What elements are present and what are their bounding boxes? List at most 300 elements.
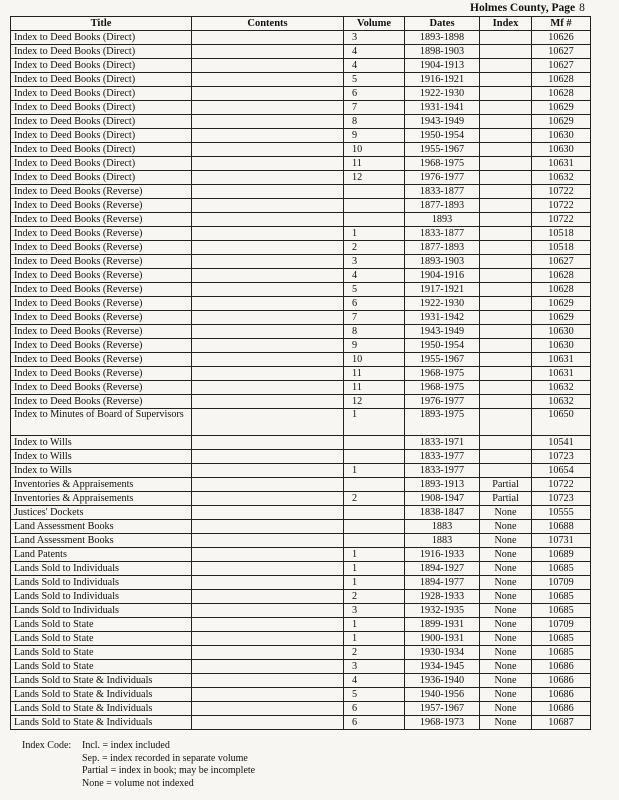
- cell-contents: [192, 520, 344, 534]
- cell-index: None: [480, 688, 532, 702]
- cell-title: Inventories & Appraisements: [11, 492, 192, 506]
- cell-dates: 1968-1973: [405, 716, 480, 730]
- cell-index: [480, 311, 532, 325]
- cell-dates: 1898-1903: [405, 45, 480, 59]
- table-row: [11, 590, 591, 604]
- cell-mf: 10686: [532, 688, 591, 702]
- column-header-dates: Dates: [405, 17, 480, 31]
- cell-dates: 1893-1975: [405, 409, 480, 436]
- cell-dates: 1899-1931: [405, 618, 480, 632]
- cell-volume: 8: [344, 325, 405, 339]
- cell-mf: 10627: [532, 59, 591, 73]
- cell-title: Lands Sold to Individuals: [11, 590, 192, 604]
- cell-contents: [192, 381, 344, 395]
- cell-title: Index to Deed Books (Reverse): [11, 185, 192, 199]
- cell-title: Index to Deed Books (Reverse): [11, 381, 192, 395]
- cell-index: [480, 339, 532, 353]
- cell-mf: 10731: [532, 534, 591, 548]
- cell-contents: [192, 702, 344, 716]
- cell-dates: 1950-1954: [405, 129, 480, 143]
- cell-mf: 10685: [532, 590, 591, 604]
- cell-title: Lands Sold to State & Individuals: [11, 716, 192, 730]
- cell-mf: 10722: [532, 213, 591, 227]
- cell-volume: [344, 520, 405, 534]
- cell-title: Index to Deed Books (Direct): [11, 171, 192, 185]
- cell-title: Lands Sold to State: [11, 618, 192, 632]
- cell-dates: 1931-1941: [405, 101, 480, 115]
- cell-volume: 11: [344, 381, 405, 395]
- cell-index: None: [480, 534, 532, 548]
- cell-index: [480, 241, 532, 255]
- cell-title: Index to Deed Books (Direct): [11, 143, 192, 157]
- cell-contents: [192, 506, 344, 520]
- cell-title: Lands Sold to Individuals: [11, 562, 192, 576]
- cell-mf: 10629: [532, 115, 591, 129]
- cell-mf: 10630: [532, 339, 591, 353]
- cell-index: Partial: [480, 492, 532, 506]
- cell-index: None: [480, 674, 532, 688]
- table-row: [11, 450, 591, 464]
- cell-mf: 10685: [532, 562, 591, 576]
- cell-volume: 12: [344, 171, 405, 185]
- cell-mf: 10689: [532, 548, 591, 562]
- cell-dates: 1833-1977: [405, 450, 480, 464]
- cell-contents: [192, 409, 344, 436]
- cell-mf: 10626: [532, 31, 591, 45]
- cell-contents: [192, 716, 344, 730]
- cell-dates: 1922-1930: [405, 297, 480, 311]
- table-row: [11, 269, 591, 283]
- cell-volume: [344, 478, 405, 492]
- column-header-title: Title: [11, 17, 192, 31]
- cell-dates: 1928-1933: [405, 590, 480, 604]
- cell-title: Index to Deed Books (Reverse): [11, 339, 192, 353]
- cell-dates: 1957-1967: [405, 702, 480, 716]
- cell-volume: 10: [344, 353, 405, 367]
- table-row: [11, 464, 591, 478]
- cell-volume: [344, 199, 405, 213]
- cell-title: Index to Deed Books (Reverse): [11, 241, 192, 255]
- cell-index: [480, 436, 532, 450]
- cell-title: Index to Deed Books (Direct): [11, 45, 192, 59]
- cell-title: Index to Deed Books (Reverse): [11, 311, 192, 325]
- cell-volume: 8: [344, 115, 405, 129]
- table-row: [11, 660, 591, 674]
- cell-contents: [192, 73, 344, 87]
- table-row: [11, 436, 591, 450]
- cell-contents: [192, 562, 344, 576]
- table-row: [11, 562, 591, 576]
- cell-index: None: [480, 618, 532, 632]
- cell-dates: 1968-1975: [405, 367, 480, 381]
- cell-contents: [192, 478, 344, 492]
- cell-volume: 2: [344, 241, 405, 255]
- cell-index: [480, 45, 532, 59]
- cell-dates: 1894-1977: [405, 576, 480, 590]
- cell-contents: [192, 115, 344, 129]
- cell-contents: [192, 157, 344, 171]
- cell-index: [480, 255, 532, 269]
- cell-volume: [344, 506, 405, 520]
- legend-items: [82, 740, 255, 790]
- cell-mf: 10630: [532, 143, 591, 157]
- cell-contents: [192, 604, 344, 618]
- table-row: [11, 353, 591, 367]
- cell-volume: 2: [344, 590, 405, 604]
- cell-title: Land Assessment Books: [11, 520, 192, 534]
- table-row: [11, 157, 591, 171]
- cell-volume: 5: [344, 688, 405, 702]
- cell-volume: 1: [344, 562, 405, 576]
- cell-contents: [192, 576, 344, 590]
- cell-index: [480, 129, 532, 143]
- cell-mf: 10631: [532, 157, 591, 171]
- cell-index: [480, 157, 532, 171]
- cell-dates: 1908-1947: [405, 492, 480, 506]
- table-row: [11, 171, 591, 185]
- cell-mf: 10686: [532, 660, 591, 674]
- table-row: [11, 367, 591, 381]
- cell-index: [480, 367, 532, 381]
- cell-title: Lands Sold to State: [11, 646, 192, 660]
- cell-index: [480, 199, 532, 213]
- table-row: [11, 381, 591, 395]
- cell-volume: 1: [344, 632, 405, 646]
- cell-title: Index to Deed Books (Reverse): [11, 395, 192, 409]
- table-row: [11, 674, 591, 688]
- cell-volume: 7: [344, 311, 405, 325]
- cell-dates: 1943-1949: [405, 115, 480, 129]
- cell-volume: 3: [344, 604, 405, 618]
- cell-mf: 10630: [532, 129, 591, 143]
- column-header-volume: Volume: [344, 17, 405, 31]
- cell-dates: 1833-1971: [405, 436, 480, 450]
- cell-mf: 10687: [532, 716, 591, 730]
- cell-mf: 10688: [532, 520, 591, 534]
- cell-index: [480, 325, 532, 339]
- cell-mf: 10686: [532, 674, 591, 688]
- cell-contents: [192, 436, 344, 450]
- cell-contents: [192, 59, 344, 73]
- column-header-index: Index: [480, 17, 532, 31]
- cell-mf: 10629: [532, 311, 591, 325]
- cell-volume: [344, 213, 405, 227]
- table-row: [11, 688, 591, 702]
- cell-volume: [344, 436, 405, 450]
- cell-title: Land Patents: [11, 548, 192, 562]
- cell-contents: [192, 199, 344, 213]
- cell-contents: [192, 101, 344, 115]
- table-row: [11, 143, 591, 157]
- cell-title: Index to Deed Books (Direct): [11, 59, 192, 73]
- cell-contents: [192, 450, 344, 464]
- cell-mf: 10685: [532, 632, 591, 646]
- cell-title: Index to Deed Books (Direct): [11, 31, 192, 45]
- cell-volume: 1: [344, 548, 405, 562]
- cell-dates: 1877-1893: [405, 241, 480, 255]
- cell-index: None: [480, 632, 532, 646]
- cell-mf: 10627: [532, 45, 591, 59]
- cell-title: Lands Sold to Individuals: [11, 604, 192, 618]
- cell-dates: 1932-1935: [405, 604, 480, 618]
- cell-dates: 1833-1877: [405, 185, 480, 199]
- cell-title: Index to Deed Books (Reverse): [11, 283, 192, 297]
- legend-item: Incl. = index included: [82, 740, 170, 751]
- cell-mf: 10722: [532, 199, 591, 213]
- cell-index: None: [480, 548, 532, 562]
- cell-index: [480, 381, 532, 395]
- cell-mf: 10654: [532, 464, 591, 478]
- cell-dates: 1931-1942: [405, 311, 480, 325]
- cell-mf: 10722: [532, 478, 591, 492]
- cell-volume: 1: [344, 227, 405, 241]
- cell-dates: 1877-1893: [405, 199, 480, 213]
- cell-contents: [192, 297, 344, 311]
- cell-volume: 11: [344, 367, 405, 381]
- cell-dates: 1883: [405, 520, 480, 534]
- cell-contents: [192, 255, 344, 269]
- cell-title: Index to Deed Books (Reverse): [11, 213, 192, 227]
- cell-dates: 1976-1977: [405, 171, 480, 185]
- cell-index: [480, 409, 532, 436]
- cell-index: [480, 73, 532, 87]
- cell-volume: 1: [344, 409, 405, 436]
- cell-contents: [192, 325, 344, 339]
- cell-index: None: [480, 660, 532, 674]
- legend-item: Partial = index in book; may be incomplete: [82, 765, 256, 776]
- cell-index: None: [480, 562, 532, 576]
- table-row: [11, 506, 591, 520]
- cell-index: [480, 297, 532, 311]
- cell-contents: [192, 283, 344, 297]
- cell-title: Index to Deed Books (Direct): [11, 115, 192, 129]
- cell-dates: 1922-1930: [405, 87, 480, 101]
- cell-volume: 5: [344, 283, 405, 297]
- cell-dates: 1893-1898: [405, 31, 480, 45]
- cell-index: [480, 115, 532, 129]
- cell-volume: [344, 450, 405, 464]
- cell-dates: 1904-1913: [405, 59, 480, 73]
- cell-mf: 10709: [532, 576, 591, 590]
- cell-contents: [192, 339, 344, 353]
- cell-volume: 11: [344, 157, 405, 171]
- cell-title: Index to Deed Books (Direct): [11, 87, 192, 101]
- page-header: [470, 2, 585, 14]
- cell-mf: 10555: [532, 506, 591, 520]
- cell-mf: 10628: [532, 87, 591, 101]
- cell-index: None: [480, 590, 532, 604]
- cell-contents: [192, 241, 344, 255]
- cell-dates: 1917-1921: [405, 283, 480, 297]
- cell-volume: 9: [344, 129, 405, 143]
- table-row: [11, 213, 591, 227]
- cell-volume: 2: [344, 646, 405, 660]
- cell-volume: 3: [344, 660, 405, 674]
- cell-volume: 9: [344, 339, 405, 353]
- cell-mf: 10629: [532, 297, 591, 311]
- cell-volume: [344, 534, 405, 548]
- cell-title: Index to Deed Books (Reverse): [11, 353, 192, 367]
- cell-dates: 1936-1940: [405, 674, 480, 688]
- cell-mf: 10630: [532, 325, 591, 339]
- table-row: [11, 227, 591, 241]
- cell-volume: 4: [344, 45, 405, 59]
- column-header-mf: Mf #: [532, 17, 591, 31]
- cell-volume: 1: [344, 618, 405, 632]
- cell-title: Index to Wills: [11, 450, 192, 464]
- cell-index: [480, 171, 532, 185]
- cell-title: Index to Deed Books (Reverse): [11, 297, 192, 311]
- cell-mf: 10632: [532, 171, 591, 185]
- cell-title: Index to Deed Books (Reverse): [11, 325, 192, 339]
- cell-index: [480, 269, 532, 283]
- cell-title: Land Assessment Books: [11, 534, 192, 548]
- table-row: [11, 618, 591, 632]
- cell-dates: 1833-1977: [405, 464, 480, 478]
- cell-contents: [192, 87, 344, 101]
- table-row: [11, 646, 591, 660]
- cell-index: [480, 31, 532, 45]
- cell-contents: [192, 674, 344, 688]
- cell-mf: 10631: [532, 353, 591, 367]
- cell-dates: 1930-1934: [405, 646, 480, 660]
- cell-mf: 10650: [532, 409, 591, 436]
- table-row: [11, 129, 591, 143]
- table-row: [11, 297, 591, 311]
- cell-mf: 10685: [532, 604, 591, 618]
- cell-title: Index to Wills: [11, 464, 192, 478]
- cell-mf: 10631: [532, 367, 591, 381]
- cell-mf: 10632: [532, 381, 591, 395]
- cell-volume: 1: [344, 464, 405, 478]
- cell-index: [480, 143, 532, 157]
- cell-title: Lands Sold to State & Individuals: [11, 688, 192, 702]
- cell-index: [480, 464, 532, 478]
- cell-contents: [192, 45, 344, 59]
- cell-index: [480, 227, 532, 241]
- cell-dates: 1968-1975: [405, 157, 480, 171]
- cell-contents: [192, 213, 344, 227]
- cell-title: Index to Deed Books (Reverse): [11, 199, 192, 213]
- cell-mf: 10628: [532, 283, 591, 297]
- table-row: [11, 185, 591, 199]
- cell-mf: 10723: [532, 450, 591, 464]
- cell-title: Inventories & Appraisements: [11, 478, 192, 492]
- cell-title: Index to Deed Books (Reverse): [11, 367, 192, 381]
- cell-dates: 1893: [405, 213, 480, 227]
- cell-contents: [192, 395, 344, 409]
- table-row: [11, 478, 591, 492]
- cell-contents: [192, 31, 344, 45]
- cell-title: Lands Sold to Individuals: [11, 576, 192, 590]
- cell-title: Index to Deed Books (Direct): [11, 101, 192, 115]
- cell-contents: [192, 618, 344, 632]
- cell-mf: 10632: [532, 395, 591, 409]
- cell-title: Index to Deed Books (Reverse): [11, 269, 192, 283]
- table-row: [11, 576, 591, 590]
- table-row: [11, 520, 591, 534]
- table-row: [11, 409, 591, 436]
- table-row: [11, 339, 591, 353]
- table-row: [11, 31, 591, 45]
- table-row: [11, 311, 591, 325]
- cell-contents: [192, 129, 344, 143]
- cell-dates: 1883: [405, 534, 480, 548]
- cell-index: [480, 450, 532, 464]
- cell-mf: 10518: [532, 241, 591, 255]
- cell-mf: 10628: [532, 269, 591, 283]
- cell-dates: 1943-1949: [405, 325, 480, 339]
- table-row: [11, 255, 591, 269]
- cell-title: Index to Deed Books (Direct): [11, 129, 192, 143]
- table-row: [11, 59, 591, 73]
- cell-title: Index to Wills: [11, 436, 192, 450]
- cell-title: Index to Minutes of Board of Supervisors: [11, 409, 192, 436]
- table-row: [11, 45, 591, 59]
- cell-title: Index to Deed Books (Direct): [11, 157, 192, 171]
- cell-dates: 1955-1967: [405, 143, 480, 157]
- cell-volume: 3: [344, 255, 405, 269]
- page-number: 8: [579, 2, 585, 14]
- cell-dates: 1838-1847: [405, 506, 480, 520]
- cell-index: [480, 101, 532, 115]
- cell-dates: 1904-1916: [405, 269, 480, 283]
- cell-volume: 6: [344, 87, 405, 101]
- cell-index: None: [480, 702, 532, 716]
- cell-title: Index to Deed Books (Direct): [11, 73, 192, 87]
- cell-dates: 1934-1945: [405, 660, 480, 674]
- cell-contents: [192, 353, 344, 367]
- cell-title: Lands Sold to State & Individuals: [11, 702, 192, 716]
- cell-contents: [192, 311, 344, 325]
- cell-volume: 6: [344, 716, 405, 730]
- cell-index: None: [480, 716, 532, 730]
- table-row: [11, 548, 591, 562]
- cell-dates: 1968-1975: [405, 381, 480, 395]
- cell-dates: 1916-1921: [405, 73, 480, 87]
- cell-index: None: [480, 520, 532, 534]
- table-row: [11, 283, 591, 297]
- table-row: [11, 632, 591, 646]
- table-row: [11, 115, 591, 129]
- cell-volume: 4: [344, 59, 405, 73]
- cell-contents: [192, 646, 344, 660]
- cell-dates: 1940-1956: [405, 688, 480, 702]
- cell-mf: 10709: [532, 618, 591, 632]
- cell-title: Justices' Dockets: [11, 506, 192, 520]
- cell-contents: [192, 548, 344, 562]
- cell-dates: 1916-1933: [405, 548, 480, 562]
- cell-title: Lands Sold to State: [11, 660, 192, 674]
- cell-mf: 10541: [532, 436, 591, 450]
- table-row: [11, 395, 591, 409]
- table-row: [11, 101, 591, 115]
- table-row: [11, 87, 591, 101]
- table-header-row: [11, 17, 591, 31]
- cell-contents: [192, 590, 344, 604]
- cell-mf: 10518: [532, 227, 591, 241]
- cell-mf: 10627: [532, 255, 591, 269]
- cell-contents: [192, 367, 344, 381]
- records-table: [10, 16, 591, 730]
- cell-contents: [192, 660, 344, 674]
- cell-contents: [192, 534, 344, 548]
- legend-item: None = volume not indexed: [82, 777, 194, 789]
- cell-volume: 3: [344, 31, 405, 45]
- legend-item: Sep. = index recorded in separate volume: [82, 752, 248, 764]
- cell-volume: 4: [344, 674, 405, 688]
- cell-title: Lands Sold to State & Individuals: [11, 674, 192, 688]
